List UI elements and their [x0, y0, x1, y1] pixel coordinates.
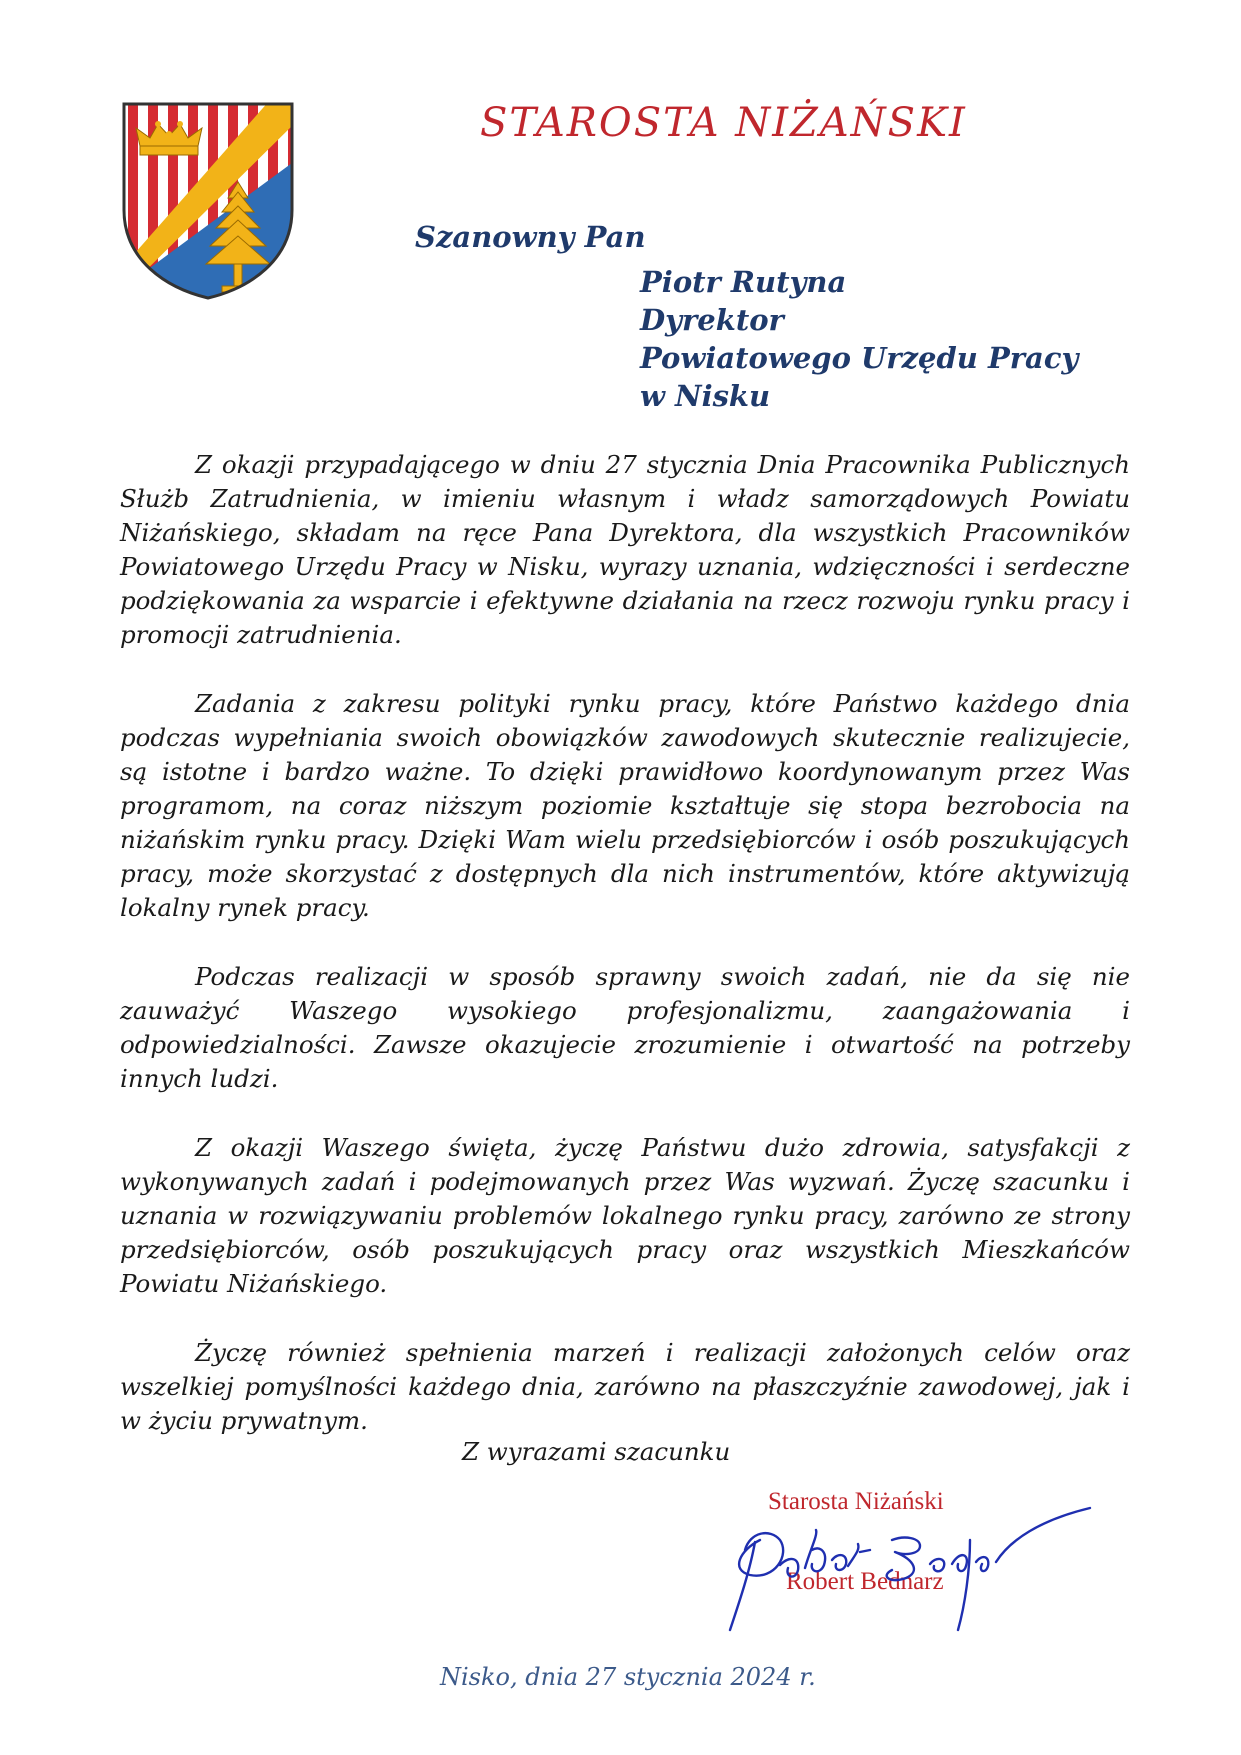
stamp-title: Starosta Niżański: [768, 1488, 944, 1515]
recipient-office: Powiatowego Urzędu Pracy: [640, 341, 1079, 375]
paragraph: Z okazji przypadającego w dniu 27 stycznia Dnia Pracownika Publicznych Służb Zatrudnienia, w imieniu własnym i władz samorządowych Powiatu Niżańskiego, składam na ręce Pana Dyrektora, dla wszystkich Pracowników Powiatowego Urzędu Pracy w Nisku, wyrazy uznania, wdzięczności i serdeczne podziękowania za wsparcie i efektywne działania na rzecz rozwoju rynku pracy i promocji zatrudnienia.: [120, 450, 1130, 649]
paragraph: Z okazji Waszego święta, życzę Państwu dużo zdrowia, satysfakcji z wykonywanych zadań i podejmowanych przez Was wyzwań. Życzę szacunku i uznania w rozwiązywaniu problemów lokalnego rynku pracy, zarówno ze strony przedsiębiorców, osób poszukujących pracy oraz wszystkich Mieszkańców Powiatu Niżańskiego.: [120, 1133, 1130, 1298]
place-and-date: Nisko, dnia 27 stycznia 2024 r.: [440, 1663, 816, 1691]
paragraph: Podczas realizacji w sposób sprawny swoich zadań, nie da się nie zauważyć Waszego wysokiego profesjonalizmu, zaangażowania i odpowiedzialności. Zawsze okazujecie zrozumienie i otwartość na potrzeby innych ludzi.: [120, 962, 1130, 1093]
salutation: Szanowny Pan: [415, 220, 646, 254]
recipient-location: w Nisku: [640, 379, 771, 413]
paragraph: Zadania z zakresu polityki rynku pracy, które Państwo każdego dnia podczas wypełniania swoich obowiązków zawodowych skutecznie realizujecie, są istotne i bardzo ważne. To dzięki prawidłowo koordynowanym przez Was programom, na coraz niższym poziomie kształtuje się stopa bezrobocia na niżańskim rynku pracy. Dzięki Wam wielu przedsiębiorców i osób poszukujących pracy, może skorzystać z dostępnych dla nich instrumentów, które aktywizują lokalny rynek pracy.: [120, 689, 1130, 922]
paragraph: Życzę również spełnienia marzeń i realizacji założonych celów oraz wszelkiej pomyślności każdego dnia, zarówno na płaszczyźnie zawodowej, jak i w życiu prywatnym.: [120, 1338, 1130, 1435]
recipient-block: [640, 263, 1078, 415]
handwritten-signature: [720, 1480, 1100, 1650]
closing-line: Z wyrazami szacunku: [462, 1437, 731, 1466]
issuer-title: STAROSTA NIŻAŃSKI: [480, 100, 967, 146]
stamp-name: Robert Bednarz: [786, 1568, 944, 1595]
recipient-position: Dyrektor: [640, 303, 784, 337]
letter-body: [120, 448, 1130, 1473]
recipient-name: Piotr Rutyna: [640, 265, 847, 299]
coat-of-arms-icon: [120, 100, 296, 300]
